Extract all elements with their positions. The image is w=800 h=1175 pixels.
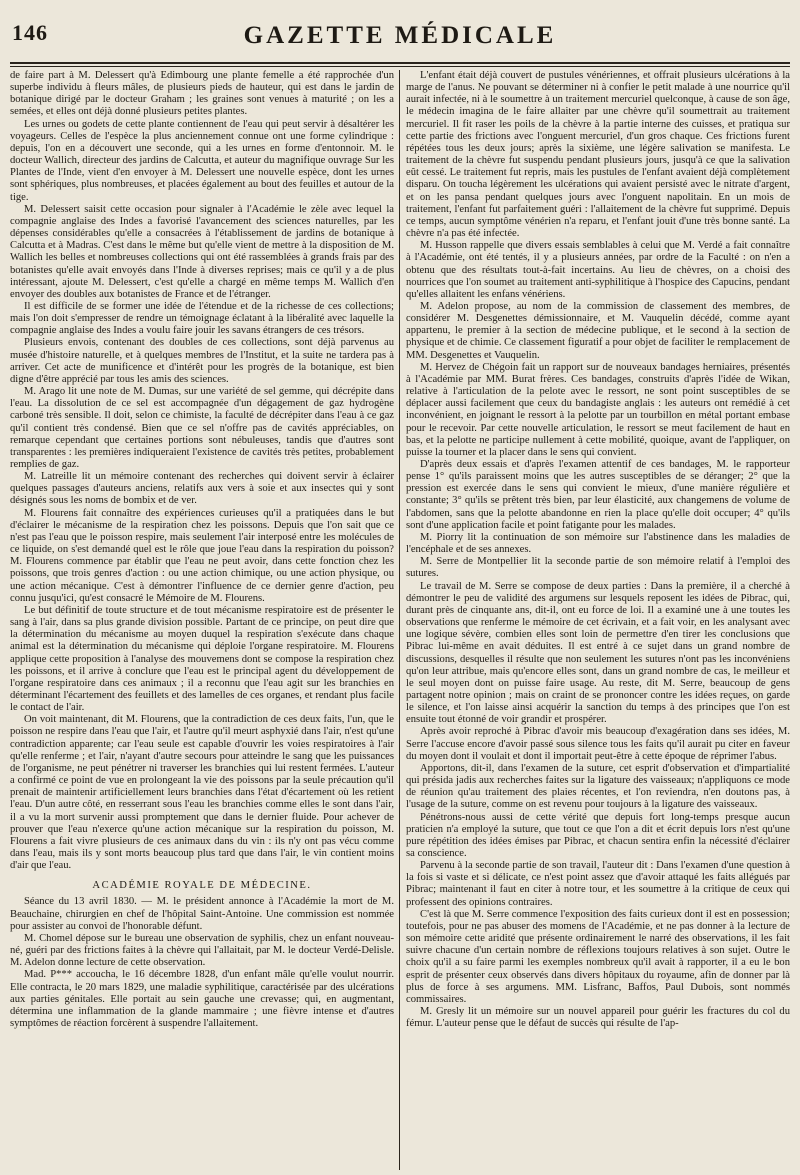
paragraph: On voit maintenant, dit M. Flourens, que la contradiction de ces deux faits, l'un, que le poisson ne respire dans l'eau que l'air, et l'autre qu'il meurt asphyxié dans l'air, n'est qu'une contradiction apparente; car l'eau seule est capable d'ouvrir les voies respiratoires à l'air qu'elle renferme ; et l'air, n'ayant d'autre secours pour atteindre le sang que les puissances de l'organisme, ne peut pénétrer ni traverser les branchies qui lui restent fermées. L'auteur a confirmé ce point de vue en prolongeant la vie des poissons par la seule précaution qu'il prenait de maintenir artificiellement leurs branchies dans l'état d'écartement où les retient l'eau. D'un autre côté, en resserrant sous l'eau les branchies comme elles le sont dans l'air, il a vu la mort survenir aussi promptement que dans le dernier fluide. Pour achever de prouver que l'eau n'exerce qu'une action mécanique sur la respiration du poisson, M. Flourens a fait vivre plusieurs de ces animaux dans du vin : ils n'y ont pas vécu comme dans l'eau, mais ils y sont morts beaucoup plus tard que dans l'air, le vin contient moins d'air que l'eau. bbox=[10, 714, 394, 872]
paragraph: M. Adelon propose, au nom de la commission de classement des membres, de considérer M. Desgenettes démissionnaire, et M. Vauquelin décédé, comme ayant appartenu, le premier à la section de médecine publique, et le second à la section de physique et de chimie. Ce classement figuratif a pour objet de faciliter le remplacement de MM. Desgenettes et Vauquelin. bbox=[406, 300, 790, 361]
paragraph: de faire part à M. Delessert qu'à Edimbourg une plante femelle a été rapprochée d'un superbe individu à fleurs mâles, de plusieurs pieds de hauteur, qui est dans le jardin de botanique dirigé par le docteur Graham ; les graines sont venues à maturité ; on les a semées, et elles ont déjà donné plusieurs petites plantes. bbox=[10, 70, 394, 118]
paragraph: Plusieurs envois, contenant des doubles de ces collections, sont déjà parvenus au musée d'histoire naturelle, et à quelques membres de l'Institut, et la suite ne tardera pas à arriver. Cet acte de munificence et d'intérêt pour les progrès de la botanique, est bien digne d'être apprécié par tous les amis des sciences. bbox=[10, 337, 394, 385]
paragraph: M. Chomel dépose sur le bureau une observation de syphilis, chez un enfant nouveau-né, guéri par des frictions faites à la chèvre qui l'allaitait, par M. le docteur Verdé-Delisle. M. Adelon donne lecture de cette observation. bbox=[10, 932, 394, 969]
column-divider bbox=[399, 70, 400, 1170]
paragraph: Apportons, dit-il, dans l'examen de la suture, cet esprit d'observation et d'impartialité qui présida jadis aux recherches faites sur la ligature des vaisseaux; n'appliquons ce mode de réunion qu'au traitement des plaies récentes, et l'on reviendra, n'en doutons pas, à l'usage de la suture, comme on est revenu pour toujours à la ligature des vaisseaux. bbox=[406, 762, 790, 811]
page-number: 146 bbox=[12, 20, 48, 45]
paragraph: M. Piorry lit la continuation de son mémoire sur l'abstinence dans les maladies de l'encéphale et de ses annexes. bbox=[406, 531, 790, 556]
paragraph: Le but définitif de toute structure et de tout mécanisme respiratoire est de présenter le sang à l'air, dans sa plus grande division possible. Partant de ce principe, on peut dire que la détermination du mécanisme au moyen duquel la respiration s'exécute dans chaque animal est la détermination du mécanisme qui déploie l'organe respiratoire. M. Flourens applique cette proposition à l'analyse des mouvemens dont se compose la respiration chez les poissons, et il arrive à conclure que l'eau est le principal agent du développement de l'organe respiratoire dans ces animaux ; il a reconnu que l'eau agit sur les branchies en déterminant l'écartement des feuillets et des lamelles de ces organes, et rendant plus facile le contact de l'air. bbox=[10, 604, 394, 714]
paragraph: M. Hervez de Chégoin fait un rapport sur de nouveaux bandages herniaires, présentés à l'Académie par MM. Burat frères. Ces bandages, construits d'après l'idée de Wikan, relative à l'articulation de la pelote avec le ressort, ne sont point susceptibles de se déplacer aussi facilement que ceux du bandagiste anglais : les auteurs ont remédié à cet inconvénient, en joignant le ressort à la pelotte par un tourbillon en métal portant embase pour le recevoir. Par cette nouvelle articulation, le ressort se meut facilement de haut en bas, et la pelotte ne participe nullement à cette mobilité, quoique, avant de l'appliquer, on puisse la tourner et la placer dans le sens qui convient. bbox=[406, 361, 790, 458]
right-column bbox=[406, 70, 790, 1170]
journal-title: GAZETTE MÉDICALE bbox=[243, 22, 557, 49]
paragraph: Il est difficile de se former une idée de l'étendue et de la richesse de ces collections; mais l'on doit s'empresser de rendre un témoignage éclatant à la libéralité avec laquelle la compagnie anglaise des Indes a voulu faire jouir les savans étrangers de ces trésors. bbox=[10, 300, 394, 337]
paragraph: D'après deux essais et d'après l'examen attentif de ces bandages, M. le rapporteur pense 1° qu'ils paraissent moins que les autres susceptibles de se déranger; 2° que la pression est exercée dans le sens qui convient le mieux, d'une manière régulière et constante; 3° qu'ils se prêtent très bien, par leur élasticité, aux changemens de volume de l'abdomen, sans que la pelotte abandonne en rien la place qu'elle doit occuper; 4° qu'ils sont d'une application facile et point fatigante pour les malades. bbox=[406, 459, 790, 531]
left-column bbox=[10, 70, 394, 1170]
paragraph: M. Latreille lit un mémoire contenant des recherches qui doivent servir à éclairer quelques passages d'auteurs anciens, relatifs aux vers à soie et aux insectes qui y sont désignés sous les noms de bombix et de ver. bbox=[10, 471, 394, 507]
header-rule-thin bbox=[10, 66, 790, 67]
paragraph: Après avoir reproché à Pibrac d'avoir mis beaucoup d'exagération dans ses idées, M. Serre l'accuse encore d'avoir passé sous silence tous les faits qu'il aurait pu citer en faveur du moyen dont il voulait et dont il importait peut-être à cette époque de réprimer l'abus. bbox=[406, 726, 790, 762]
paragraph: M. Serre de Montpellier lit la seconde partie de son mémoire relatif à l'emploi des sutures. bbox=[406, 556, 790, 580]
paragraph: Les urnes ou godets de cette plante contiennent de l'eau qui peut servir à désaltérer les voyageurs. Celles de l'espèce la plus anciennement connue ont une forme cylindrique : depuis, l'on en a découvert une seconde, qui a les urnes en forme d'entonnoir. M. le docteur Wallich, directeur des jardins de Calcutta, et auteur du magnifique ouvrage Sur les Plantes de l'Inde, vient d'en envoyer à M. Delessert une nouvelle espèce, dont les urnes sont sphériques, plus nombreuses, et placées également au bout des feuilles et autour de la tige. bbox=[10, 118, 394, 203]
paragraph: M. Gresly lit un mémoire sur un nouvel appareil pour guérir les fractures du col du fémur. L'auteur pense que le défaut de succès qui résulte de l'ap- bbox=[406, 1006, 790, 1030]
paragraph: Le travail de M. Serre se compose de deux parties : Dans la première, il a cherché à démontrer le peu de validité des argumens sur lesquels reposent les idées de Pibrac, qui, durant près de cinquante ans, dit-il, ont eu force de loi. Il a examiné une à une toutes les observations que renferme le mémoire de cet écrivain, et a fait voir, en les analysant avec une logique sévère, combien elles sont loin de permettre d'en tirer les conclusions que Pibrac lui-même en avait déduites. Il est entré à ce sujet dans un grand nombre de discussions, desquelles il résulte que non seulement les sutures n'ont pas les inconvéniens qu'on leur attribue, mais qu'encore elles sont, dans un grand nombre de cas, le meilleur et le seul moyen dont on puisse faire usage. Au reste, dit M. Serre, beaucoup de gens partagent notre opinion ; mais on craint de se prononcer contre les idées reçues, on garde le silence, et l'on laisse ainsi acquérir la sanction du temps à des principes que l'on est ensuite tout étonné de voir grandir et prospérer. bbox=[406, 580, 790, 726]
paragraph: M. Delessert saisit cette occasion pour signaler à l'Académie le zèle avec lequel la compagnie anglaise des Indes a favorisé l'avancement des sciences naturelles, par les dépenses considérables qu'elle a consacrées à l'établissement de jardins de botanique à Calcutta et à Madras. C'est dans le même but qu'elle vient de mettre à la disposition de M. Wallich les belles et nombreuses collections qui ont été rassemblées à grands frais par des botanistes qu'elle avait envoyés dans l'Inde à diverses reprises; mais ce qu'il y a de plus intéressant, ajoute M. Delessert, c'est qu'elle a chargé en même temps M. Wallich d'en envoyer des doubles aux botanistes de France et de l'étranger. bbox=[10, 203, 394, 300]
paragraph: Mad. P*** accoucha, le 16 décembre 1828, d'un enfant mâle qu'elle voulut nourrir. Elle contracta, le 20 mars 1829, une maladie syphilitique, caractérisée par des ulcérations aux parties génitales. Elle portait au sein gauche une crevasse; qui, en augmentant, détermina une inflammation de la glande mammaire ; une fièvre intense et d'autres symptômes de réaction forcèrent à suspendre l'allaitement. bbox=[10, 969, 394, 1030]
paragraph: L'enfant était déjà couvert de pustules vénériennes, et offrait plusieurs ulcérations à la marge de l'anus. Ne pouvant se déterminer ni à confier le petit malade à une nourrice qu'il aurait infectée, ni à le soumettre à un traitement mercuriel quelconque, à cause de son âge, le médecin imagina de le faire allaiter par une chèvre qu'il soumettrait au traitement mercuriel. Il fit raser les poils de la chèvre à la partie interne des cuisses, et pratiqua sur cette partie des frictions avec l'onguent mercuriel, d'un gros chaque. Ces frictions furent répétées tous les deux jours; après la sixième, une légère salivation se manifesta. Le traitement de la chèvre fut suspendu pendant plusieurs jours, jusqu'à ce que la salivation eût cessé. Le traitement fut repris, mais les pustules de l'enfant avaient déjà complètement disparu. On toucha légèrement les ulcérations qui avaient persisté avec le nitrate d'argent, et on les pansa pendant quelques jours avec l'onguent napolitain. En un mois de traitement, l'enfant fut parfaitement guéri : l'allaitement de la chèvre fut supprimé. Depuis ce temps, aucun symptôme vénérien n'a reparu, et l'enfant jouit d'une très bonne santé. La chèvre n'a pas été infectée. bbox=[406, 70, 790, 240]
paragraph: Pénétrons-nous aussi de cette vérité que depuis fort long-temps presque aucun praticien n'a employé la suture, que tout ce que l'on a dit et écrit depuis lors n'est qu'une pure répétition des idées émises par Pibrac, et chacun sentira enfin la nécessité d'éclairer sa conscience. bbox=[406, 811, 790, 859]
paragraph: C'est là que M. Serre commence l'exposition des faits curieux dont il est en possession; toutefois, pour ne pas abuser des momens de l'Académie, et ne pas donner à la lecture de son mémoire cette aridité que présente ordinairement le narré des observations, il les fait suivre chacune d'un certain nombre de réflexions toujours relatives à son sujet. Outre le choix qu'il a su faire parmi les exemples nombreux qu'il avait à rapporter, il a eu le bon esprit de présenter ceux observés dans divers hôpitaux du royaume, afin de donner par là plus de force à ses argumens. MM. Lisfranc, Baffos, Paul Dubois, sont nommés commissaires. bbox=[406, 908, 790, 1005]
paragraph: M. Husson rappelle que divers essais semblables à celui que M. Verdé a fait connaître à l'Académie, ont été tentés, il y a plusieurs années, par ordre de la Faculté : on n'en a obtenu que des résultats tout-à-fait incertains. Au lieu de chèvres, on a choisi des nourrices que l'on soumet au traitement anti-syphilitique à l'hospice des Capucins, pendant qu'elles allaitent les enfans vénériens. bbox=[406, 240, 790, 300]
page-header bbox=[12, 16, 788, 56]
paragraph: Parvenu à la seconde partie de son travail, l'auteur dit : Dans l'examen d'une question à la fois si vaste et si délicate, ce n'est point assez que d'avoir attaqué les faits allégués par Pibrac; maintenant il faut en citer à notre tour, et les soumettre à la critique de ceux qui professent des opinions contraires. bbox=[406, 860, 790, 908]
header-rule bbox=[10, 62, 790, 64]
paragraph: M. Arago lit une note de M. Dumas, sur une variété de sel gemme, qui décrépite dans l'eau. La dissolution de ce sel est accompagnée d'un dégagement de gaz hydrogène carboné très sensible. Il doit, selon ce chimiste, la faculté de décrépiter dans l'eau à ce gaz qu'il contient très condensé. Bien que ce sel n'offre pas de cavités appréciables, on remarque cependant que certaines portions sont nébuleuses, tandis que d'autres sont transparentes : les premières indiqueraient l'existence de cavités très petites, probablement remplies de gaz. bbox=[10, 386, 394, 470]
paragraph: Séance du 13 avril 1830. — M. le président annonce à l'Académie la mort de M. Beauchaine, chirurgien en chef de l'hôpital Saint-Antoine. Une commission est nommée pour assister au convoi de l'honorable défunt. bbox=[10, 896, 394, 932]
section-heading: ACADÉMIE ROYALE DE MÉDECINE. bbox=[92, 880, 312, 892]
paragraph: M. Flourens fait connaître des expériences curieuses qu'il a pratiquées dans le but d'éclairer le mécanisme de la respiration chez les poissons. Depuis que l'on sait que ce n'est pas l'eau que le poisson respire, mais seulement l'air interposé entre les molécules de ce liquide, on s'est demandé quel est le rôle que joue l'eau dans la respiration du poisson? M. Flourens commence par établir que l'eau ne peut avoir, dans cette fonction chez les poissons, que trois genres d'action : ou une action chimique, ou une action physique, ou une action mécanique. C'est à démontrer l'influence de ce dernier genre d'action, peu connu jusqu'ici, qu'est consacré le Mémoire de M. Flourens. bbox=[10, 507, 394, 604]
